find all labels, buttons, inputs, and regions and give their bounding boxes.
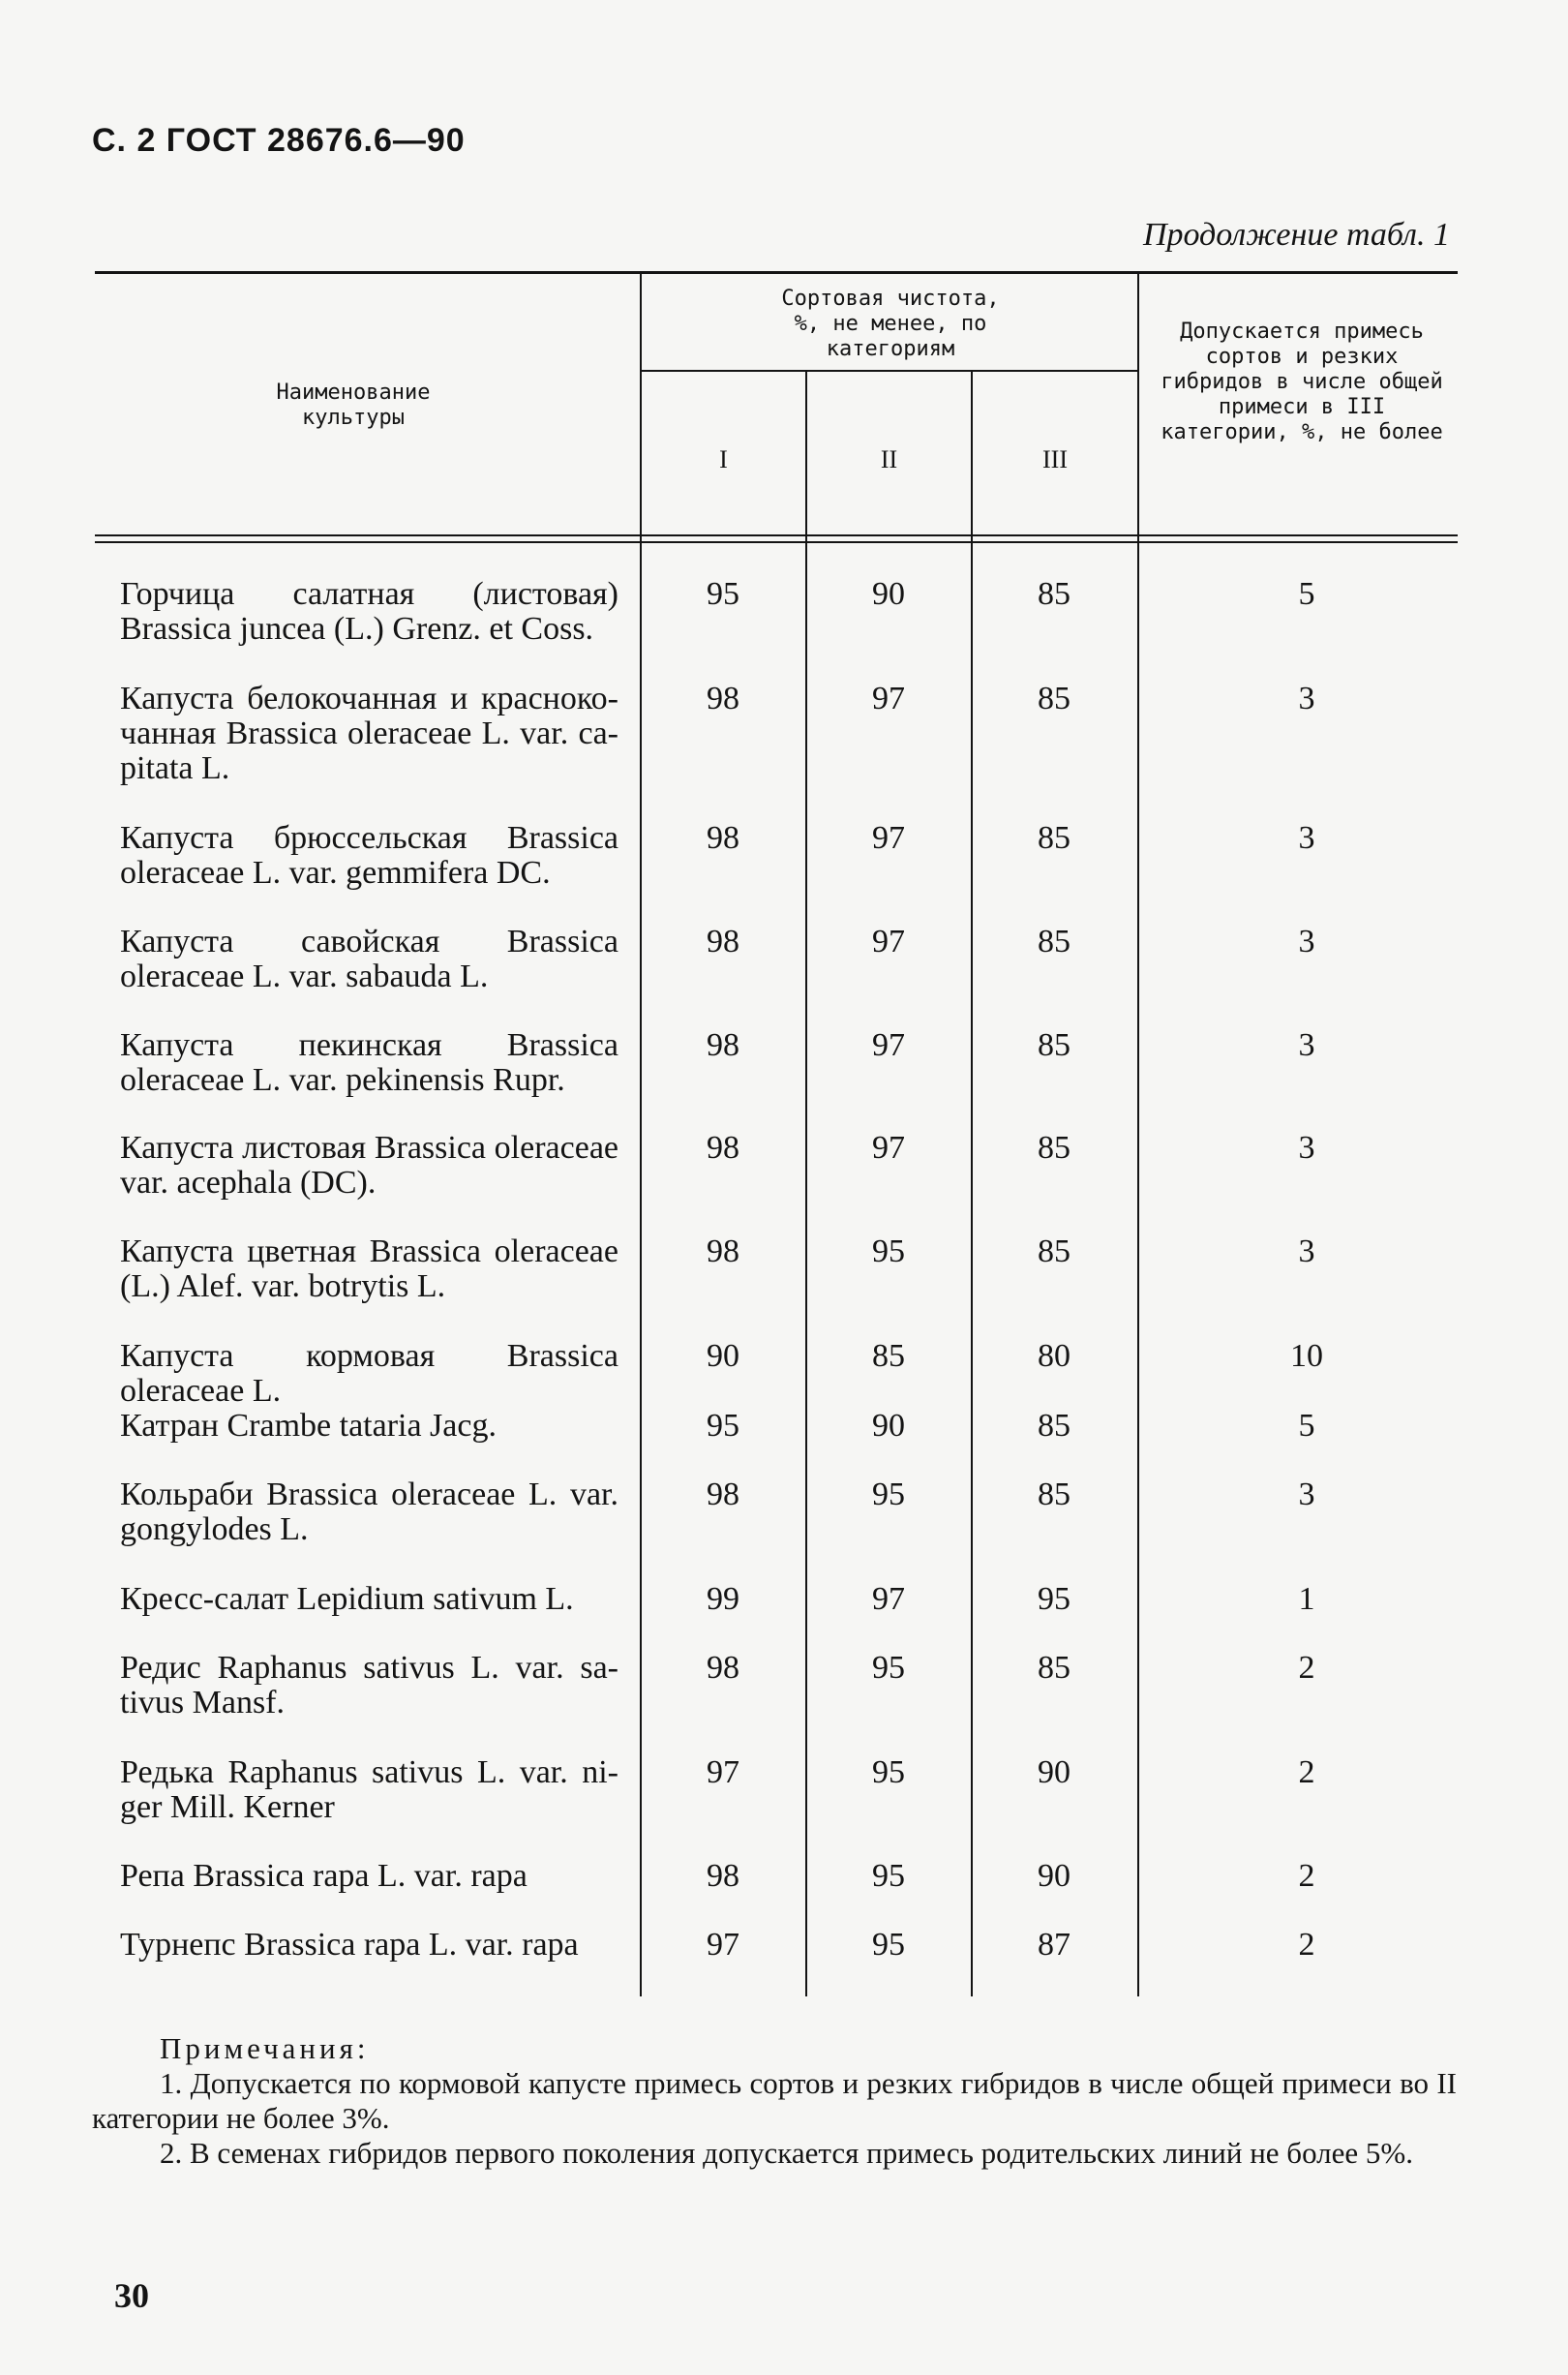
category-3-value: 90 <box>1038 1858 1070 1894</box>
header-bottom-rule-2 <box>95 541 1458 543</box>
category-2-value: 97 <box>872 924 905 959</box>
category-1-value: 98 <box>707 1130 739 1166</box>
category-2-value: 97 <box>872 1130 905 1166</box>
culture-name: Кресс-салат Lepidium sativum L. <box>120 1581 574 1617</box>
header-category-3: III <box>1042 445 1068 473</box>
culture-name: Горчица салатная (листовая) Brassica juncea (L.) Grenz. et Coss. <box>120 576 618 647</box>
allowed-admixture-value: 2 <box>1298 1858 1315 1894</box>
table-top-rule <box>95 271 1458 274</box>
header-purity-group: Сортовая чистота, %, не менее, по категориям <box>781 287 1000 361</box>
allowed-admixture-value: 1 <box>1298 1581 1315 1617</box>
category-3-value: 95 <box>1038 1581 1070 1617</box>
category-1-value: 98 <box>707 1233 739 1269</box>
header-allowed-admixture: Допускается примесь сортов и резких гибридов в числе общей примеси в III категории, %, не более <box>1161 320 1443 444</box>
notes-title: Примечания: <box>160 2031 370 2065</box>
category-1-value: 97 <box>707 1754 739 1790</box>
category-3-value: 85 <box>1038 1027 1070 1063</box>
category-2-value: 97 <box>872 681 905 716</box>
header-bottom-rule-1 <box>95 534 1458 536</box>
culture-name: Капуста савойская Brassica oleraceae L. var. sabauda L. <box>120 924 618 994</box>
culture-name: Редька Raphanus sativus L. var. niger Mill. Kerner <box>120 1754 618 1825</box>
category-1-value: 95 <box>707 576 739 612</box>
category-2-value: 95 <box>872 1927 905 1963</box>
category-3-value: 85 <box>1038 1233 1070 1269</box>
allowed-admixture-value: 10 <box>1290 1338 1323 1374</box>
category-1-value: 98 <box>707 924 739 959</box>
category-3-value: 85 <box>1038 924 1070 959</box>
page-number: 30 <box>114 2276 149 2315</box>
category-1-value: 98 <box>707 1858 739 1894</box>
culture-name: Капуста кормовая Brassica oleraceae L. <box>120 1338 618 1409</box>
category-2-value: 95 <box>872 1650 905 1686</box>
culture-name: Капуста брюссельская Brassica oleraceae L. var. gemmifera DC. <box>120 820 618 891</box>
note-item: 1. Допускается по кормовой капусте примесь сортов и резких гибридов в числе общей примеси во II категории не более 3%. <box>92 2066 1457 2135</box>
allowed-admixture-value: 2 <box>1298 1754 1315 1790</box>
continuation-label: Продолжение табл. 1 <box>1142 217 1450 253</box>
category-1-value: 98 <box>707 1477 739 1512</box>
culture-name: Капуста белокочанная и краснокочанная Brassica oleraceae L. var. capitata L. <box>120 681 618 786</box>
allowed-admixture-value: 3 <box>1298 1477 1315 1512</box>
allowed-admixture-value: 2 <box>1298 1650 1315 1686</box>
category-3-value: 85 <box>1038 1408 1070 1444</box>
category-2-value: 95 <box>872 1858 905 1894</box>
allowed-admixture-value: 3 <box>1298 1233 1315 1269</box>
category-3-value: 85 <box>1038 1477 1070 1512</box>
allowed-admixture-value: 3 <box>1298 820 1315 856</box>
category-3-value: 85 <box>1038 1130 1070 1166</box>
col-divider-2 <box>805 372 807 1996</box>
category-2-value: 90 <box>872 1408 905 1444</box>
category-1-value: 99 <box>707 1581 739 1617</box>
culture-name: Капуста пекинская Brassica oleraceae L. var. pekinensis Rupr. <box>120 1027 618 1098</box>
category-1-value: 95 <box>707 1408 739 1444</box>
category-2-value: 85 <box>872 1338 905 1374</box>
category-3-value: 87 <box>1038 1927 1070 1963</box>
allowed-admixture-value: 3 <box>1298 1130 1315 1166</box>
culture-name: Репа Brassica rapa L. var. rapa <box>120 1858 528 1894</box>
allowed-admixture-value: 5 <box>1298 1408 1315 1444</box>
allowed-admixture-value: 3 <box>1298 1027 1315 1063</box>
category-2-value: 97 <box>872 820 905 856</box>
culture-name: Капуста листовая Brassica oleraceae var. acephala (DC). <box>120 1130 618 1201</box>
header-category-1: I <box>719 445 728 473</box>
col-divider-4 <box>1137 273 1139 1996</box>
category-3-value: 85 <box>1038 820 1070 856</box>
category-3-value: 85 <box>1038 1650 1070 1686</box>
page-header: С. 2 ГОСТ 28676.6—90 <box>92 122 466 159</box>
category-1-value: 98 <box>707 681 739 716</box>
category-1-value: 90 <box>707 1338 739 1374</box>
category-3-value: 85 <box>1038 576 1070 612</box>
category-1-value: 97 <box>707 1927 739 1963</box>
category-3-value: 85 <box>1038 681 1070 716</box>
allowed-admixture-value: 3 <box>1298 924 1315 959</box>
note-item: 2. В семенах гибридов первого поколения допускается примесь родительских линий не более 5%. <box>160 2136 1413 2170</box>
category-2-value: 95 <box>872 1754 905 1790</box>
category-2-value: 97 <box>872 1581 905 1617</box>
allowed-admixture-value: 3 <box>1298 681 1315 716</box>
culture-name: Редис Raphanus sativus L. var. sativus Mansf. <box>120 1650 618 1720</box>
category-2-value: 95 <box>872 1477 905 1512</box>
header-category-2: II <box>880 445 898 473</box>
allowed-admixture-value: 5 <box>1298 576 1315 612</box>
header-culture: Наименование культуры <box>276 381 431 430</box>
category-2-value: 90 <box>872 576 905 612</box>
category-2-value: 95 <box>872 1233 905 1269</box>
culture-name: Турнепс Brassica rapa L. var. rapa <box>120 1927 579 1963</box>
category-3-value: 80 <box>1038 1338 1070 1374</box>
category-2-value: 97 <box>872 1027 905 1063</box>
col-divider-3 <box>971 372 973 1996</box>
category-divider <box>640 370 1137 372</box>
allowed-admixture-value: 2 <box>1298 1927 1315 1963</box>
culture-name: Кольраби Brassica oleraceae L. var. gongylodes L. <box>120 1477 618 1547</box>
notes-section <box>92 2031 1457 2171</box>
category-1-value: 98 <box>707 1650 739 1686</box>
category-1-value: 98 <box>707 820 739 856</box>
category-1-value: 98 <box>707 1027 739 1063</box>
culture-name: Катран Crambe tataria Jacg. <box>120 1408 497 1444</box>
culture-name: Капуста цветная Brassica oleraceae (L.) Alef. var. botrytis L. <box>120 1233 618 1304</box>
category-3-value: 90 <box>1038 1754 1070 1790</box>
